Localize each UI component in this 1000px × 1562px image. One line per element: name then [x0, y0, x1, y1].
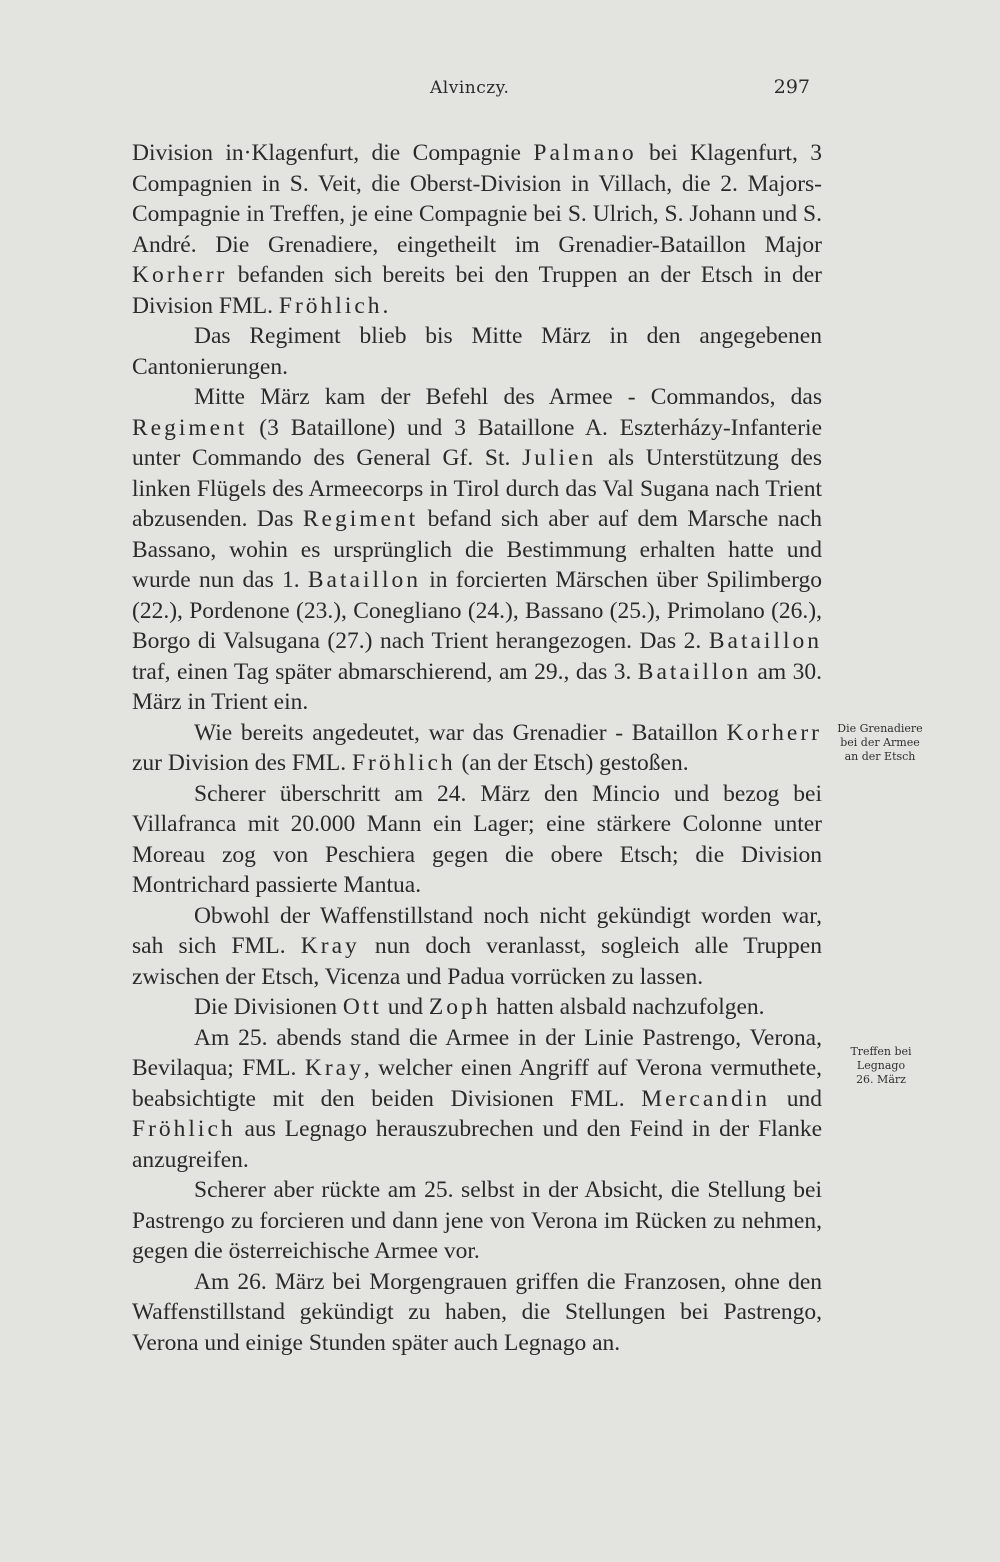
spaced-name: Kray: [300, 933, 360, 959]
text-run: aus Legnago herauszubrechen und den Feind in der Flanke anzugreifen.: [132, 1116, 822, 1173]
running-title: Alvinczy.: [430, 78, 510, 98]
text-run: Obwohl der Waffenstillstand noch nicht gekündigt worden war, sah sich FML.: [132, 902, 822, 959]
text-run: nun doch veranlasst, sogleich alle Truppen zwischen der Etsch, Vicenza und Padua vorrücken zu lassen.: [132, 933, 822, 990]
paragraph: [132, 1023, 822, 1176]
text-run: bei Klagenfurt, 3 Compagnien in S. Veit, die Oberst-Division in Villach, die 2. Majors-Compagnie in Treffen, je eine Compagnie bei S. Ulrich, S. Johann und S. André. Die Grenadiere, eingetheilt im Grenadier-Bataillon Major: [132, 140, 822, 258]
body-text: [132, 138, 822, 1358]
marginal-note-grenadiere: [830, 722, 930, 764]
text-run: und: [770, 1085, 822, 1112]
spaced-name: Fröhlich: [351, 750, 456, 776]
text-run: befanden sich bereits bei den Truppen an der Etsch in der Division FML.: [132, 262, 822, 319]
text-run: hatten alsbald nachzufolgen.: [490, 994, 765, 1020]
text-run: Mitte März kam der Befehl des Armee - Commandos, das: [194, 384, 822, 410]
spaced-name: Korherr: [132, 262, 228, 288]
paragraph: [132, 321, 822, 382]
text-run: und: [381, 994, 429, 1020]
paragraph: [132, 779, 822, 901]
paragraph: [132, 1267, 822, 1359]
text-run: Die Divisionen: [194, 994, 343, 1020]
text-run: .: [382, 292, 389, 319]
text-run: (an der Etsch) gestoßen.: [455, 750, 689, 776]
spaced-name: Fröhlich: [278, 292, 383, 319]
text-run: traf, einen Tag später abmarschierend, am 29., das 3.: [132, 658, 638, 685]
paragraph: [132, 718, 822, 779]
spaced-name: Mercandin: [641, 1085, 771, 1112]
text-run: befand sich aber auf dem Marsche nach Bassano, wohin es ursprünglich die Bestimmung erhalten hatte und wurde nun das 1.: [132, 506, 822, 593]
spaced-name: Bataillon: [307, 567, 422, 593]
text-run: am 30. März in Trient ein.: [132, 658, 822, 715]
page-number: 297: [773, 76, 810, 98]
spaced-name: Ott: [342, 994, 382, 1020]
text-run: Wie bereits angedeutet, war das Grenadier - Bataillon: [194, 719, 727, 746]
text-run: Das Regiment blieb bis Mitte März in den angegebenen Cantonierungen.: [132, 323, 822, 380]
text-run: Am 26. März bei Morgengrauen griffen die Franzosen, ohne den Waffenstillstand gekündigt zu haben, die Stellungen bei Pastrengo, Verona und einige Stunden später auch Legnago an.: [132, 1268, 822, 1356]
paragraph: [132, 992, 822, 1023]
paragraph: [132, 1175, 822, 1267]
spaced-name: Korherr: [726, 719, 822, 746]
spaced-name: Julien: [522, 445, 597, 471]
marginal-note-line: Legnago: [856, 1059, 906, 1072]
paragraph: [132, 382, 822, 718]
spaced-name: Fröhlich: [132, 1116, 236, 1142]
marginal-note-line: an der Etsch: [844, 750, 916, 763]
paragraph: [132, 901, 822, 993]
marginal-note-treffen: [836, 1045, 926, 1087]
text-run: zur Division des FML.: [132, 750, 352, 776]
text-run: als Unterstützung des linken Flügels des Armeecorps in Tirol durch das Val Sugana nach Trient abzusenden. Das: [132, 445, 822, 532]
spaced-name: Regiment: [302, 506, 419, 532]
spaced-name: Regiment: [132, 414, 248, 441]
marginal-note-line: Treffen bei: [850, 1045, 912, 1058]
marginal-note-line: Die Grenadiere: [837, 722, 923, 735]
spaced-name: Palmano: [533, 140, 637, 166]
marginal-note-line: bei der Armee: [840, 736, 920, 749]
text-run: Scherer überschritt am 24. März den Mincio und bezog bei Villafranca mit 20.000 Mann ein Lager; eine stärkere Colonne unter Moreau zog von Peschiera gegen die obere Etsch; die Division Montrichard passierte Mantua.: [132, 780, 822, 898]
spaced-name: Bataillon: [708, 628, 822, 654]
paragraph: [132, 138, 822, 321]
text-run: Am 25. abends stand die Armee in der Linie Pastrengo, Verona, Bevilaqua; FML.: [132, 1024, 822, 1081]
text-run: , welcher einen Angriff auf Verona vermuthete, beabsichtigte mit den beiden Divisionen FML.: [132, 1055, 822, 1112]
spaced-name: Bataillon: [637, 658, 751, 685]
spaced-name: Kray: [304, 1055, 364, 1081]
text-run: Division in·Klagenfurt, die Compagnie: [132, 140, 534, 166]
marginal-note-line: 26. März: [856, 1073, 906, 1086]
text-run: (3 Bataillone) und 3 Bataillone A. Eszterházy-Infanterie unter Commando des General Gf. St.: [132, 414, 822, 471]
text-run: in forcierten Märschen über Spilimbergo (22.), Pordenone (23.), Conegliano (24.), Bassano (25.), Primolano (26.), Borgo di Valsugana (27.) nach Trient herangezogen. Das 2.: [132, 567, 822, 654]
spaced-name: Zoph: [428, 994, 491, 1020]
text-run: Scherer aber rückte am 25. selbst in der Absicht, die Stellung bei Pastrengo zu forcieren und dann jene von Verona im Rücken zu nehmen, gegen die österreichische Armee vor.: [132, 1177, 822, 1264]
